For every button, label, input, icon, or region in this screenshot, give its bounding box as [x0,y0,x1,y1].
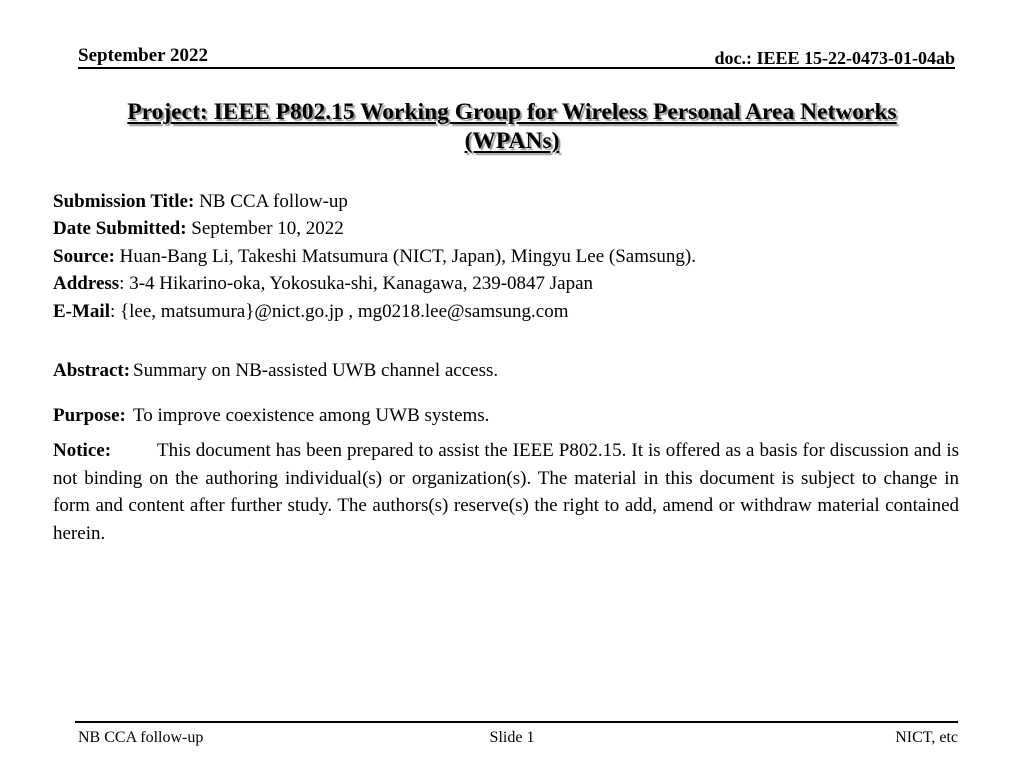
notice-text: This document has been prepared to assist the IEEE P802.15. It is offered as a basis for discussion and is not binding on the authoring individual(s) or organization(s). The material in this document is subject to change in form and content after further study. The authors(s) reserve(s) the right to add, amend or withdraw material contained herein. [53,440,959,544]
date-submitted-row [53,215,959,242]
field-value-submission-title: NB CCA follow-up [194,191,348,212]
purpose-label: Purpose: [53,405,126,426]
footer-divider-line [75,721,958,723]
notice-label: Notice: [53,440,112,461]
notice-section [53,437,959,547]
address-row [53,270,959,297]
header-doc-number: doc.: IEEE 15-22-0473-01-04ab [714,48,955,68]
footer-slide-number: Slide 1 [489,729,535,746]
purpose-section [53,402,959,430]
field-value-email: : {lee, matsumura}@nict.go.jp , mg0218.lee@samsung.com [110,300,569,322]
footer-affiliation: NICT, etc [895,729,958,746]
field-value-date-submitted: September 10, 2022 [186,218,344,240]
email-row [53,298,959,325]
abstract-label: Abstract: [53,360,131,381]
field-label-address: Address [53,273,120,295]
field-label-source: Source: [53,245,115,267]
purpose-text: To improve coexistence among UWB systems. [133,405,490,426]
field-label-date-submitted: Date Submitted: [53,218,187,240]
header-date: September 2022 [78,45,208,66]
abstract-section [53,357,959,385]
footer-document-title: NB CCA follow-up [78,729,204,746]
submission-title-row [53,188,959,215]
field-label-email: E-Mail [53,300,110,322]
slide-title-line1: Project: IEEE P802.15 Working Group for Wireless Personal Area Networks [127,99,897,125]
field-label-submission-title: Submission Title: [53,191,195,212]
submission-info-block [53,188,959,325]
source-row [53,243,959,270]
abstract-text: Summary on NB-assisted UWB channel access. [133,360,499,381]
slide-title [0,98,1024,156]
field-value-address: : 3-4 Hikarino-oka, Yokosuka-shi, Kanagawa, 239-0847 Japan [119,273,594,295]
header-divider-line [78,67,955,69]
field-value-source: Huan-Bang Li, Takeshi Matsumura (NICT, Japan), Mingyu Lee (Samsung). [114,245,696,267]
slide-title-line2: (WPANs) [464,128,560,154]
